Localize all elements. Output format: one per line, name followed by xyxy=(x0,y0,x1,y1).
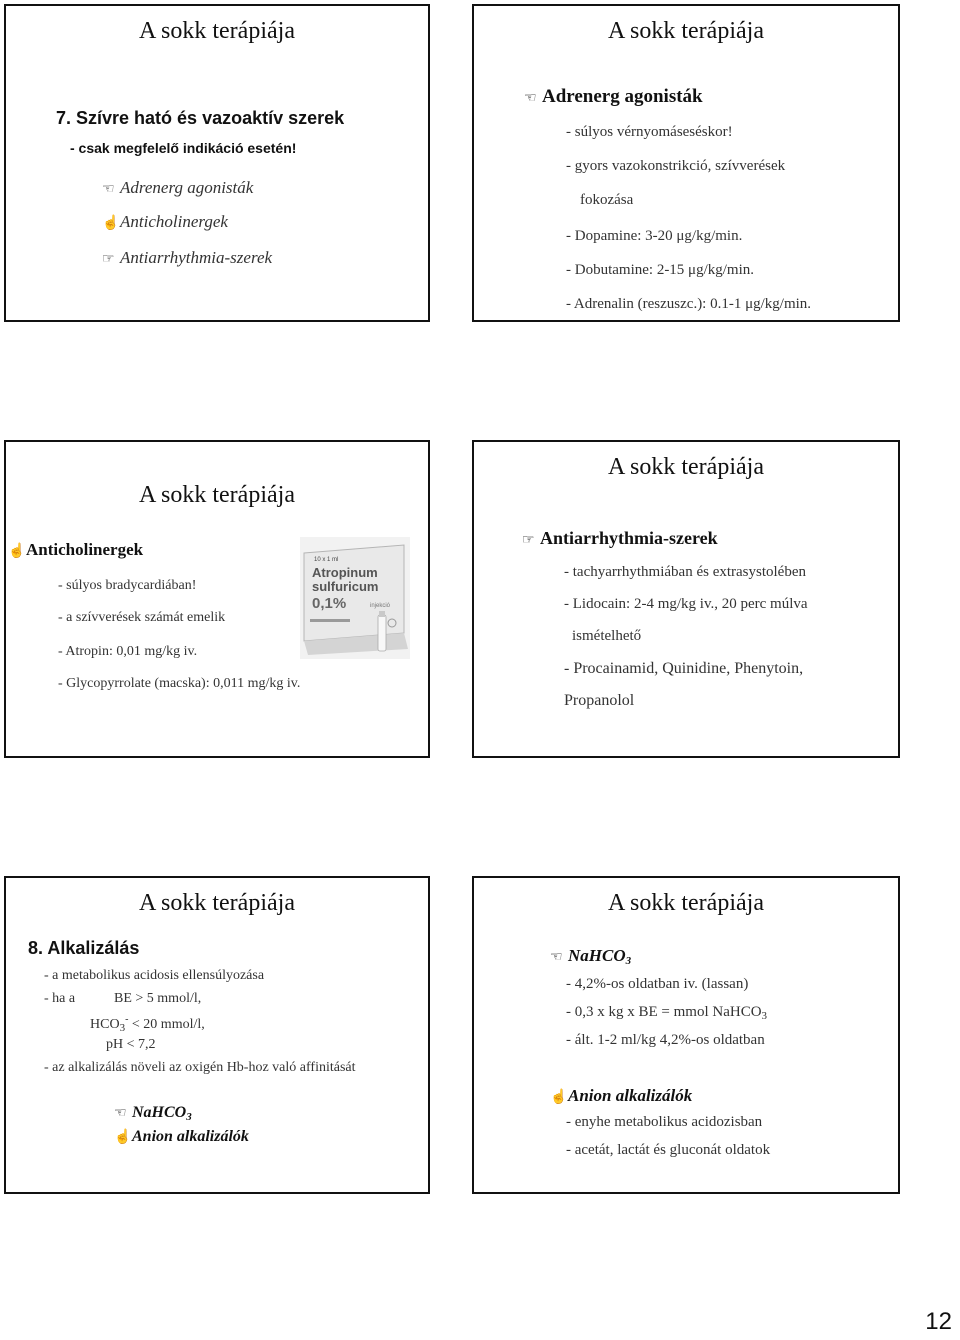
slide-title: A sokk terápiája xyxy=(608,454,764,480)
text-line xyxy=(566,1004,767,1022)
subscript: 3 xyxy=(186,1111,192,1123)
pointing-hand-icon: ☝ xyxy=(8,544,26,559)
text-line: fokozása xyxy=(580,192,634,208)
drug-box-strength: 0,1% xyxy=(312,595,347,612)
text-fragment: - ha a xyxy=(44,991,76,1006)
slide-title: A sokk terápiája xyxy=(608,890,764,916)
slide-title: A sokk terápiája xyxy=(139,18,295,44)
text-line: - Procainamid, Quinidine, Phenytoin, xyxy=(564,660,804,677)
text-line: - gyors vazokonstrikció, szívverések xyxy=(566,158,786,174)
text-line: - acetát, lactát és gluconát oldatok xyxy=(566,1142,771,1158)
list-item xyxy=(102,248,272,268)
pointing-hand-icon: ☝ xyxy=(550,1090,568,1105)
slide-5 xyxy=(4,876,430,1194)
slide-6 xyxy=(472,876,900,1194)
section-heading xyxy=(524,86,703,108)
list-item-label: NaHCO xyxy=(132,1104,187,1121)
slide-3 xyxy=(4,440,430,758)
superscript: - xyxy=(125,1014,129,1025)
text-line: - a szívverések számát emelik xyxy=(58,610,226,625)
section-heading-label: Anion alkalizálók xyxy=(568,1086,693,1105)
text-line: - 4,2%-os oldatban iv. (lassan) xyxy=(566,976,749,992)
text-line xyxy=(44,991,202,1007)
drug-box-form: injekció xyxy=(370,603,391,609)
section-heading xyxy=(550,946,631,967)
text-fragment: < 20 mmol/l, xyxy=(128,1017,205,1032)
text-line: - Dopamine: 3-20 μg/kg/min. xyxy=(566,228,743,244)
pointing-hand-icon: ☝ xyxy=(102,216,120,231)
pointing-hand-icon: ☜ xyxy=(550,950,563,965)
slide-4 xyxy=(472,440,900,758)
text-line: - Atropin: 0,01 mg/kg iv. xyxy=(58,644,198,659)
section-heading-label: Adrenerg agonisták xyxy=(542,86,703,107)
list-item-label: Anticholinergek xyxy=(120,212,228,231)
subscript: 3 xyxy=(761,1010,768,1022)
subscript: 3 xyxy=(119,1022,126,1034)
slide-title: A sokk terápiája xyxy=(139,482,295,508)
list-item xyxy=(114,1128,249,1146)
text-line: - súlyos vérnyomáseséskor! xyxy=(566,124,733,140)
pointing-hand-icon: ☝ xyxy=(114,1130,132,1145)
slide-title: A sokk terápiája xyxy=(608,18,764,44)
text-fragment: HCO xyxy=(90,1017,120,1032)
slide-1 xyxy=(4,4,430,322)
atropin-package-image xyxy=(300,537,410,659)
text-line: - Adrenalin (reszuszc.): 0.1-1 μg/kg/min. xyxy=(566,296,812,312)
section-heading xyxy=(550,1086,692,1106)
list-item-label: Adrenerg agonisták xyxy=(120,178,254,197)
section-heading xyxy=(8,540,143,560)
drug-box-name-line1: Atropinum xyxy=(312,565,378,580)
text-line: - súlyos bradycardiában! xyxy=(58,578,197,593)
list-item xyxy=(102,178,253,198)
slide-title: A sokk terápiája xyxy=(139,890,295,916)
section-heading: 8. Alkalizálás xyxy=(28,938,140,958)
list-item xyxy=(114,1104,192,1123)
text-line: - Glycopyrrolate (macska): 0,011 mg/kg iv. xyxy=(58,676,301,691)
section-heading xyxy=(522,528,718,549)
pointing-hand-icon: ☜ xyxy=(102,182,115,197)
text-line: - Dobutamine: 2-15 μg/kg/min. xyxy=(566,262,755,278)
text-line xyxy=(90,1014,205,1034)
list-item-label: Antiarrhythmia-szerek xyxy=(120,248,273,267)
pointing-hand-icon: ☞ xyxy=(102,252,115,267)
subscript: 3 xyxy=(625,955,632,967)
section-subheading: - csak megfelelő indikáció esetén! xyxy=(70,140,297,156)
list-item-label: Anion alkalizálók xyxy=(132,1128,249,1145)
text-line: Propanolol xyxy=(564,692,635,709)
text-line: - ált. 1-2 ml/kg 4,2%-os oldatban xyxy=(566,1032,765,1048)
section-heading-label: Antiarrhythmia-szerek xyxy=(540,528,718,548)
section-heading-label: Anticholinergek xyxy=(26,540,144,559)
text-line: - Lidocain: 2-4 mg/kg iv., 20 perc múlva xyxy=(564,596,808,612)
text-line: - tachyarrhythmiában és extrasystolében xyxy=(564,564,806,580)
text-line: - a metabolikus acidosis ellensúlyozása xyxy=(44,968,265,983)
text-line: ismételhető xyxy=(572,628,642,644)
pointing-hand-icon: ☜ xyxy=(114,1106,127,1121)
text-fragment: - 0,3 x kg x BE = mmol NaHCO xyxy=(566,1004,762,1020)
text-line: - az alkalizálás növeli az oxigén Hb-hoz való affinitását xyxy=(44,1060,356,1075)
pointing-hand-icon: ☞ xyxy=(522,533,535,548)
list-item xyxy=(102,212,228,232)
section-heading-label: NaHCO xyxy=(568,946,626,965)
drug-box-top-label: 10 x 1 ml xyxy=(314,557,339,563)
section-heading: 7. Szívre ható és vazoaktív szerek xyxy=(56,108,345,128)
text-line: - enyhe metabolikus acidozisban xyxy=(566,1114,763,1130)
text-line: pH < 7,2 xyxy=(106,1037,156,1052)
text-fragment: BE > 5 mmol/l, xyxy=(114,991,202,1006)
slide-2 xyxy=(472,4,900,322)
drug-box-name-line2: sulfuricum xyxy=(312,579,379,594)
page-number: 12 xyxy=(925,1308,952,1335)
pointing-hand-icon: ☜ xyxy=(524,91,537,106)
